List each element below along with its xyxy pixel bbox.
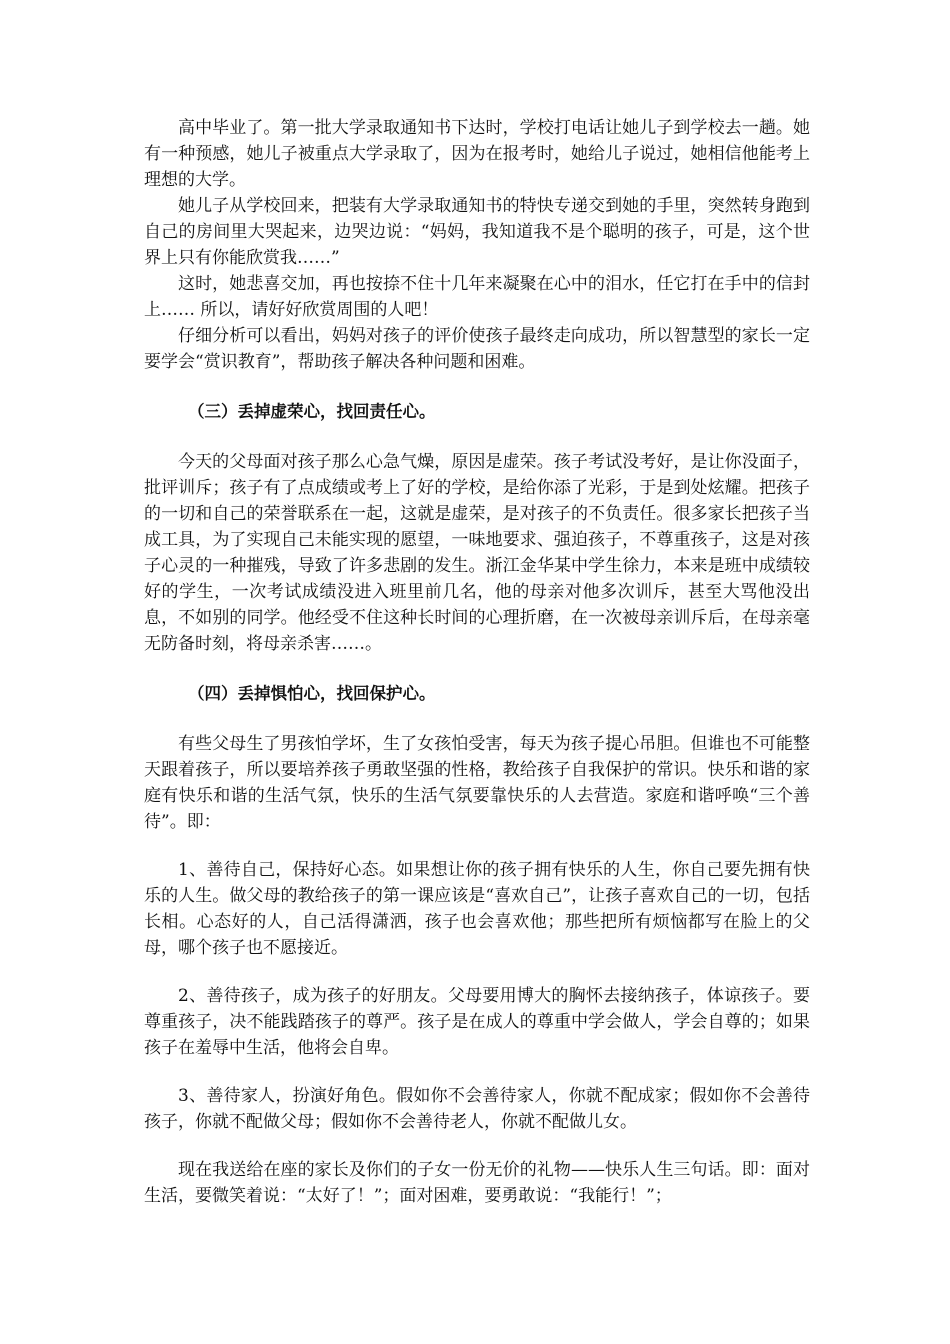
- paragraph-gift: 现在我送给在座的家长及你们的子女一份无价的礼物——快乐人生三句话。即：面对生活，要微笑着说：“太好了！”；面对困难，要勇敢说：“我能行！”；: [144, 1160, 810, 1206]
- section-heading-4: （四）丢掉惧怕心，找回保护心。: [188, 684, 436, 703]
- paragraph-treat-family: 3、善待家人，扮演好角色。假如你不会善待家人，你就不配成家；假如你不会善待孩子，你就不配做父母；假如你不会善待老人，你就不配做儿女。: [144, 1086, 810, 1132]
- paragraph-son-returns: 她儿子从学校回来，把装有大学录取通知书的特快专递交到她的手里，突然转身跑到自己的房间里大哭起来，边哭边说：“妈妈，我知道我不是个聪明的孩子，可是，这个世界上只有你能欣赏我……”: [144, 196, 810, 268]
- paragraph-analysis: 仔细分析可以看出，妈妈对孩子的评价使孩子最终走向成功，所以智慧型的家长一定要学会“赏识教育”，帮助孩子解决各种问题和困难。: [144, 326, 810, 372]
- paragraph-treat-children: 2、善待孩子，成为孩子的好朋友。父母要用博大的胸怀去接纳孩子，体谅孩子。要尊重孩子，决不能践踏孩子的尊严。孩子是在成人的尊重中学会做人，学会自尊的；如果孩子在羞辱中生活，他将会自卑。: [144, 986, 810, 1058]
- paragraph-tears: 这时，她悲喜交加，再也按捺不住十几年来凝聚在心中的泪水，任它打在手中的信封上…… 所以，请好好欣赏周围的人吧！: [144, 274, 810, 320]
- document-page: [144, 115, 810, 1209]
- paragraph-treat-self: 1、善待自己，保持好心态。如果想让你的孩子拥有快乐的人生，你自己要先拥有快乐的人生。做父母的教给孩子的第一课应该是“喜欢自己”，让孩子喜欢自己的一切，包括长相。心态好的人，自己活得潇洒，孩子也会喜欢他；那些把所有烦恼都写在脸上的父母，哪个孩子也不愿接近。: [144, 860, 810, 958]
- paragraph-vanity: 今天的父母面对孩子那么心急气燥，原因是虚荣。孩子考试没考好，是让你没面子，批评训斥；孩子有了点成绩或考上了好的学校，是给你添了光彩，于是到处炫耀。把孩子的一切和自己的荣誉联系在一起，这就是虚荣，是对孩子的不负责任。很多家长把孩子当成工具，为了实现自己未能实现的愿望，一味地要求、强迫孩子，不尊重孩子，这是对孩子心灵的一种摧残，导致了许多悲剧的发生。浙江金华某中学生徐力，本来是班中成绩较好的学生，一次考试成绩没进入班里前几名，他的母亲对他多次训斥，甚至大骂他没出息，不如别的同学。他经受不住这种长时间的心理折磨，在一次被母亲训斥后，在母亲毫无防备时刻，将母亲杀害……。: [144, 452, 810, 654]
- paragraph-fear: 有些父母生了男孩怕学坏，生了女孩怕受害，每天为孩子提心吊胆。但谁也不可能整天跟着孩子，所以要培养孩子勇敢坚强的性格，教给孩子自我保护的常识。快乐和谐的家庭有快乐和谐的生活气氛，快乐的生活气氛要靠快乐的人去营造。家庭和谐呼唤“三个善待”。即：: [144, 734, 810, 832]
- section-heading-3: （三）丢掉虚荣心，找回责任心。: [188, 402, 436, 421]
- paragraph-graduation: 高中毕业了。第一批大学录取通知书下达时，学校打电话让她儿子到学校去一趟。她有一种预感，她儿子被重点大学录取了，因为在报考时，她给儿子说过，她相信他能考上理想的大学。: [144, 118, 810, 190]
